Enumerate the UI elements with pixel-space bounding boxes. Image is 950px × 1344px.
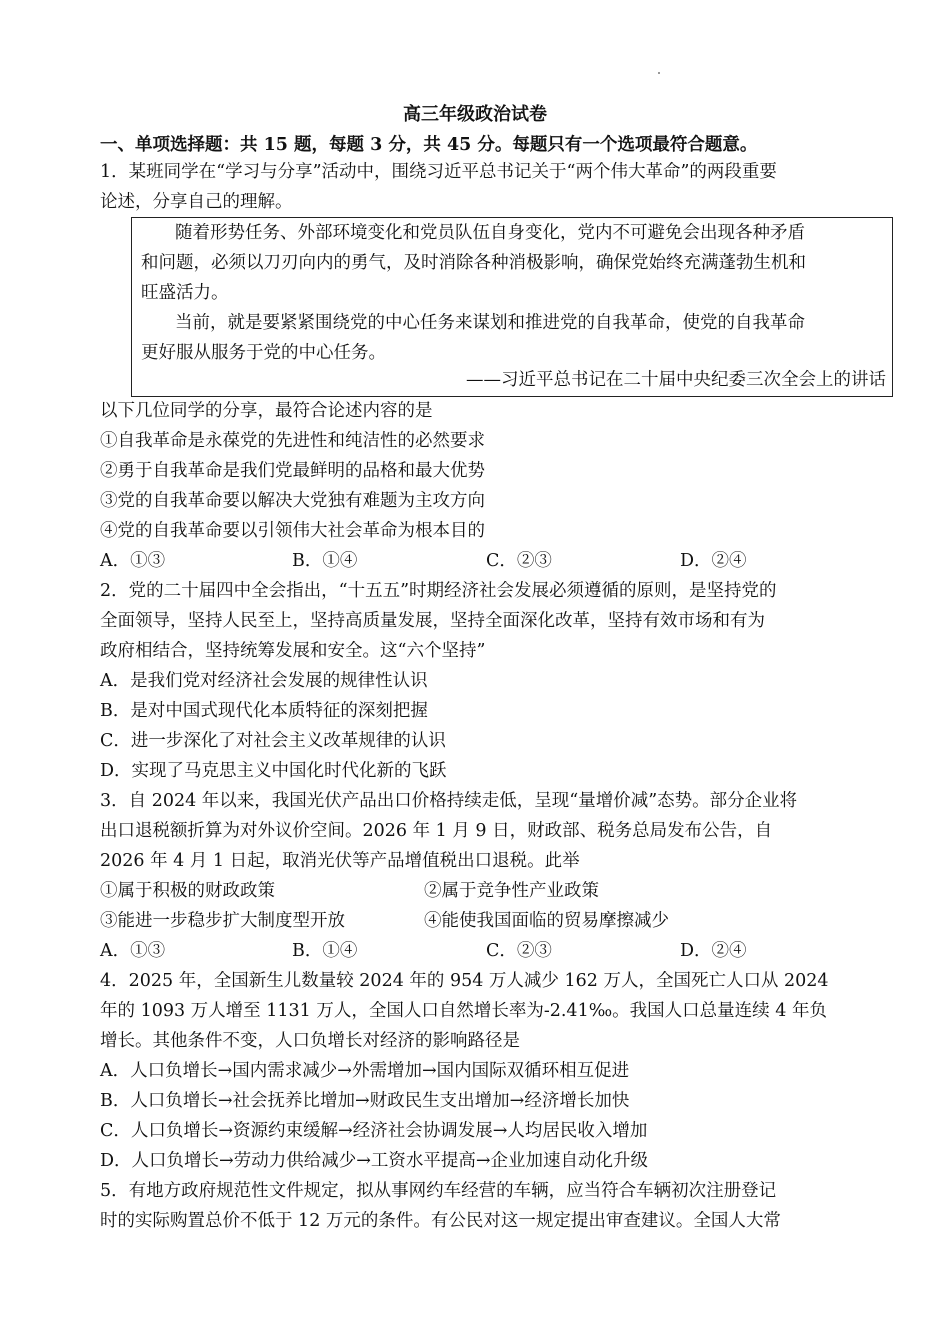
q1-item: ④党的自我革命要以引领伟大社会革命为根本目的 [100,521,485,541]
q3-option-c: C．②③ [486,941,552,961]
q4-option-c: C．人口负增长→资源约束缓解→经济社会协调发展→人均居民收入增加 [100,1121,648,1141]
q2-stem-line: 全面领导，坚持人民至上，坚持高质量发展，坚持全面深化改革，坚持有效市场和有为 [100,611,765,631]
q5-stem-line: 时的实际购置总价不低于 12 万元的条件。有公民对这一规定提出审查建议。全国人大常 [100,1211,781,1231]
q3-item: ③能进一步稳步扩大制度型开放 [100,911,345,931]
q1-prompt: 以下几位同学的分享，最符合论述内容的是 [100,401,433,421]
q2-stem-line: 政府相结合，坚持统筹发展和安全。这“六个坚持” [100,641,486,661]
quote-line: 更好服从服务于党的中心任务。 [141,343,386,363]
quote-line: 旺盛活力。 [141,283,229,303]
q3-item: ④能使我国面临的贸易摩擦减少 [424,911,669,931]
q5-stem-line: 5．有地方政府规范性文件规定，拟从事网约车经营的车辆，应当符合车辆初次注册登记 [100,1181,777,1201]
q2-option-c: C．进一步深化了对社会主义改革规律的认识 [100,731,446,751]
q1-option-a: A．①③ [100,551,166,571]
q2-option-d: D．实现了马克思主义中国化时代化新的飞跃 [100,761,447,781]
q3-stem-line: 3．自 2024 年以来，我国光伏产品出口价格持续走低，呈现“量增价减”态势。部分企业将 [100,791,798,811]
q4-option-a: A．人口负增长→国内需求减少→外需增加→国内国际双循环相互促进 [100,1061,630,1081]
q4-option-b: B．人口负增长→社会抚养比增加→财政民生支出增加→经济增长加快 [100,1091,630,1111]
q1-item: ①自我革命是永葆党的先进性和纯洁性的必然要求 [100,431,485,451]
q1-option-d: D．②④ [680,551,747,571]
q3-option-b: B．①④ [292,941,358,961]
section-heading: 一、单项选择题：共 15 题，每题 3 分，共 45 分。每题只有一个选项最符合题意。 [100,135,758,155]
q3-stem-line: 出口退税额折算为对外议价空间。2026 年 1 月 9 日，财政部、税务总局发布公告，自 [100,821,773,841]
q2-stem-line: 2．党的二十届四中全会指出，“十五五”时期经济社会发展必须遵循的原则，是坚持党的 [100,581,777,601]
scan-dot [658,72,660,74]
q2-option-b: B．是对中国式现代化本质特征的深刻把握 [100,701,428,721]
q3-option-a: A．①③ [100,941,166,961]
page-title: 高三年级政治试卷 [403,104,547,125]
q1-item: ③党的自我革命要以解决大党独有难题为主攻方向 [100,491,485,511]
q3-stem-line: 2026 年 4 月 1 日起，取消光伏等产品增值税出口退税。此举 [100,851,580,871]
q3-option-d: D．②④ [680,941,747,961]
quote-box [131,217,893,397]
q1-option-b: B．①④ [292,551,358,571]
q3-item: ①属于积极的财政政策 [100,881,275,901]
q4-stem-line: 4．2025 年，全国新生儿数量较 2024 年的 954 万人减少 162 万人，全国死亡人口从 2024 [100,971,829,991]
q2-option-a: A．是我们党对经济社会发展的规律性认识 [100,671,428,691]
quote-line: 随着形势任务、外部环境变化和党员队伍自身变化，党内不可避免会出现各种矛盾 [175,223,805,243]
q1-item: ②勇于自我革命是我们党最鲜明的品格和最大优势 [100,461,485,481]
q1-option-c: C．②③ [486,551,552,571]
q1-stem-line: 论述，分享自己的理解。 [100,192,293,212]
quote-line: 当前，就是要紧紧围绕党的中心任务来谋划和推进党的自我革命，使党的自我革命 [175,313,805,333]
q4-stem-line: 增长。其他条件不变，人口负增长对经济的影响路径是 [100,1031,520,1051]
q1-stem-line: 1．某班同学在“学习与分享”活动中，围绕习近平总书记关于“两个伟大革命”的两段重要 [100,162,777,182]
quote-line: 和问题，必须以刀刃向内的勇气，及时消除各种消极影响，确保党始终充满蓬勃生机和 [141,253,806,273]
q4-option-d: D．人口负增长→劳动力供给减少→工资水平提高→企业加速自动化升级 [100,1151,649,1171]
q3-item: ②属于竞争性产业政策 [424,881,599,901]
quote-source: ——习近平总书记在二十届中央纪委三次全会上的讲话 [466,370,886,390]
q4-stem-line: 年的 1093 万人增至 1131 万人，全国人口自然增长率为-2.41‰。我国人口总量连续 4 年负 [100,1001,827,1021]
